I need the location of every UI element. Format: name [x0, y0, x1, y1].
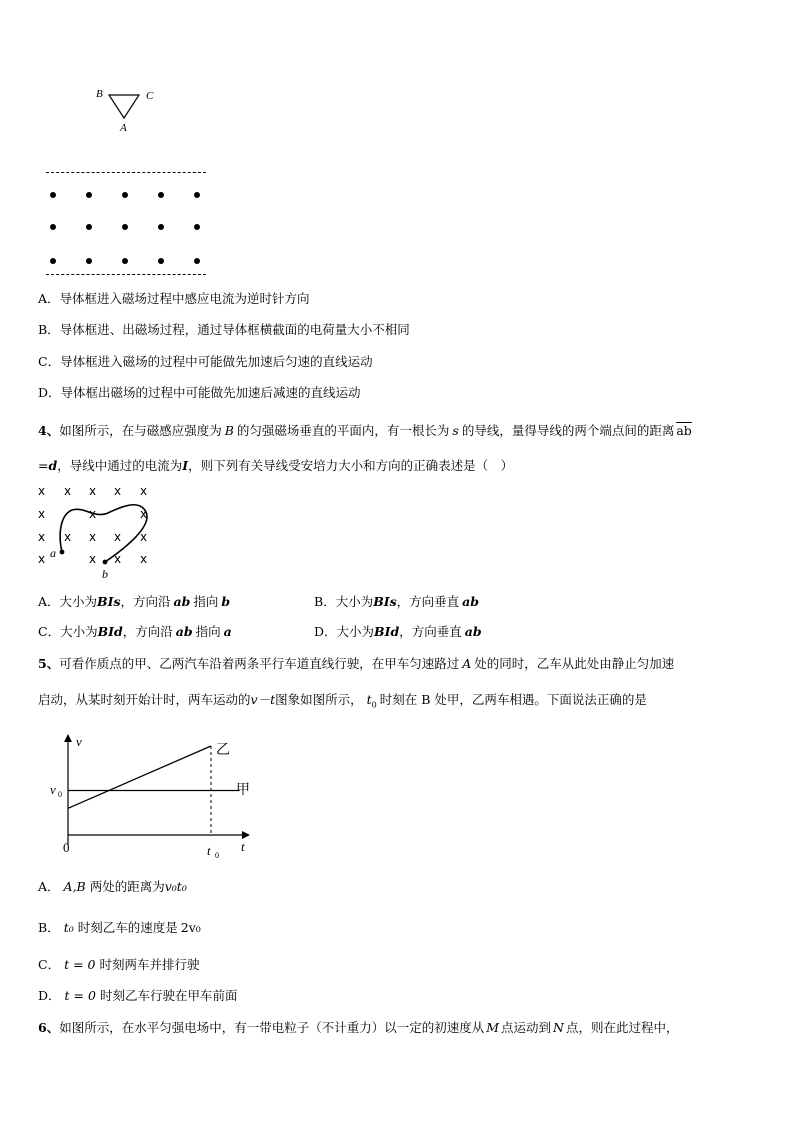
option-end: a	[223, 624, 232, 639]
stem-text: 如图所示，在与磁感应强度为	[59, 423, 222, 438]
y-axis-arrow	[64, 734, 72, 742]
option-text: 大小为	[335, 594, 374, 609]
q3-option-b	[38, 322, 410, 338]
option-letter: A．	[38, 879, 60, 894]
t0-sub: 0	[215, 851, 219, 860]
option-text: 指向	[195, 624, 221, 639]
option-letter: B．	[38, 322, 60, 337]
symbol-s: s	[452, 423, 459, 438]
option-dir: ab	[173, 594, 191, 609]
series-line-1	[68, 746, 211, 808]
symbol-t0-sub: 0	[371, 700, 377, 710]
x-mark: x	[38, 507, 46, 521]
stem-text: ，导线中通过的电流为	[57, 458, 183, 473]
option-text: 指向	[193, 594, 219, 609]
wire-curve	[40, 490, 160, 580]
stem-text: 可看作质点的甲、乙两汽车沿着两条平行车道直线行驶，在甲车匀速路过	[59, 656, 460, 671]
q4-stem-line1	[38, 423, 692, 439]
v0-sub: 0	[58, 790, 62, 799]
symbol-t0: t	[366, 692, 372, 707]
vt-graph	[40, 730, 260, 865]
option-text: 大小为	[60, 624, 98, 639]
option-letter: A．	[38, 594, 60, 609]
x-mark: x	[89, 530, 97, 544]
option-letter: B．	[314, 594, 336, 609]
stem-text: 如图所示，在水平匀强电场中，有一带电粒子（不计重力）以一定的初速度从	[59, 1020, 485, 1035]
stem-text: 点运动到	[501, 1020, 552, 1035]
q6-stem	[38, 1020, 679, 1036]
stem-text: ，则下列有关导线受安培力大小和方向的正确表述是（ ）	[188, 458, 514, 473]
q5-option-b	[38, 920, 201, 936]
option-text: 时刻乙车行驶在甲车前面	[99, 988, 238, 1003]
x-mark: x	[38, 484, 46, 498]
option-value: BIs	[373, 594, 397, 609]
q5-option-d	[38, 988, 237, 1004]
symbol-m: M	[486, 1020, 500, 1035]
x-mark: x	[114, 484, 122, 498]
option-text: ，方向垂直	[396, 594, 460, 609]
q4-option-c	[38, 624, 232, 640]
option-dir: ab	[464, 624, 482, 639]
option-text: 导体框进入磁场过程中感应电流为逆时针方向	[59, 291, 310, 306]
option-value: BIs	[97, 594, 121, 609]
stem-text: 的导线，量得导线的两个端点间的距离	[461, 423, 675, 438]
option-symbol: t = 0	[64, 957, 96, 972]
stem-text: 处的同时，乙车从此处由静止匀加速	[474, 656, 675, 671]
label-a: a	[50, 546, 56, 560]
question-number: 4、	[38, 423, 60, 438]
q4-option-b	[314, 594, 479, 610]
q3-option-d	[38, 385, 361, 401]
option-symbol: A,B	[63, 879, 86, 894]
option-value: BId	[374, 624, 400, 639]
option-math: v₀t₀	[164, 879, 187, 894]
field-top-boundary	[46, 172, 206, 173]
option-letter: B．	[38, 920, 60, 935]
x-mark: x	[38, 552, 46, 566]
option-text: ，方向沿	[120, 594, 171, 609]
option-letter: C．	[38, 957, 61, 972]
question-number: 6、	[38, 1020, 60, 1035]
t0-label: t	[207, 843, 211, 858]
symbol-a: A	[462, 656, 472, 671]
label-c: C	[146, 90, 154, 102]
triangle-diagram	[95, 85, 165, 140]
stem-text: 启动，从某时刻开始计时，两车运动的	[38, 692, 251, 707]
series-label-yi: 乙	[216, 743, 230, 758]
stem-text: 的匀强磁场垂直的平面内，有一根长为	[236, 423, 450, 438]
x-mark: x	[89, 507, 97, 521]
stem-text: 图象如图所示，	[275, 692, 363, 707]
option-dir: ab	[462, 594, 480, 609]
q5-option-c	[38, 957, 200, 973]
option-letter: C．	[38, 624, 61, 639]
option-text: 大小为	[336, 624, 375, 639]
option-symbol: t₀	[63, 920, 74, 935]
option-letter: D．	[38, 988, 61, 1003]
v0-label: v	[50, 782, 56, 797]
stem-text: 点，则在此过程中，	[565, 1020, 679, 1035]
option-letter: A．	[38, 291, 60, 306]
option-letter: C．	[38, 354, 61, 369]
symbol-d: d	[48, 458, 58, 473]
x-mark: x	[114, 552, 122, 566]
option-text: 大小为	[59, 594, 98, 609]
question-number: 5、	[38, 656, 60, 671]
q5-stem-line2	[38, 692, 647, 714]
option-text: 时刻乙车的速度是	[77, 920, 178, 935]
symbol-b: B	[224, 423, 234, 438]
option-text: 导体框出磁场的过程中可能做先加速后减速的直线运动	[60, 385, 361, 400]
q3-option-a	[38, 291, 310, 307]
x-mark: x	[140, 530, 148, 544]
q4-option-a	[38, 594, 230, 610]
symbol-ab-overline: $\overline{ab}$	[676, 423, 692, 438]
stem-text: 时刻在 B 处甲，乙两车相遇。下面说法正确的是	[379, 692, 647, 707]
axis-label-t: t	[241, 839, 245, 854]
label-a: A	[120, 122, 127, 134]
symbol-n: N	[553, 1020, 564, 1035]
x-mark: x	[140, 552, 148, 566]
option-dir: ab	[175, 624, 193, 639]
symbol-vt: v－t	[250, 692, 276, 707]
x-mark: x	[140, 484, 148, 498]
stem-text: =	[38, 458, 49, 473]
x-mark: x	[64, 484, 72, 498]
q5-stem-line1	[38, 656, 674, 672]
option-end: b	[221, 594, 231, 609]
series-label-jia: 甲	[236, 783, 250, 798]
option-text: 两处的距离为	[89, 879, 165, 894]
q4-stem-line2	[38, 458, 513, 474]
option-symbol: t = 0	[64, 988, 96, 1003]
label-b: b	[102, 567, 108, 581]
field-bottom-boundary	[46, 274, 206, 275]
option-math: 2v₀	[180, 920, 201, 935]
option-value: BId	[97, 624, 123, 639]
axis-label-v: v	[76, 734, 82, 749]
option-text: 导体框进入磁场的过程中可能做先加速后匀速的直线运动	[60, 354, 373, 369]
x-mark: x	[140, 507, 148, 521]
x-mark: x	[89, 552, 97, 566]
q5-option-a	[38, 879, 187, 895]
option-text: ，方向垂直	[399, 624, 462, 639]
x-mark: x	[64, 530, 72, 544]
symbol-i: I	[182, 458, 189, 473]
q3-option-c	[38, 354, 373, 370]
option-text: 导体框进、出磁场过程，通过导体框横截面的电荷量大小不相同	[59, 322, 410, 337]
x-axis-arrow	[242, 831, 250, 839]
origin-label: 0	[63, 840, 70, 855]
option-letter: D．	[314, 624, 337, 639]
option-text: ，方向沿	[122, 624, 173, 639]
x-mark: x	[89, 484, 97, 498]
option-letter: D．	[38, 385, 61, 400]
x-mark: x	[114, 530, 122, 544]
x-mark: x	[38, 530, 46, 544]
q4-option-d	[314, 624, 482, 640]
label-b: B	[96, 88, 103, 100]
option-text: 时刻两车并排行驶	[99, 957, 200, 972]
